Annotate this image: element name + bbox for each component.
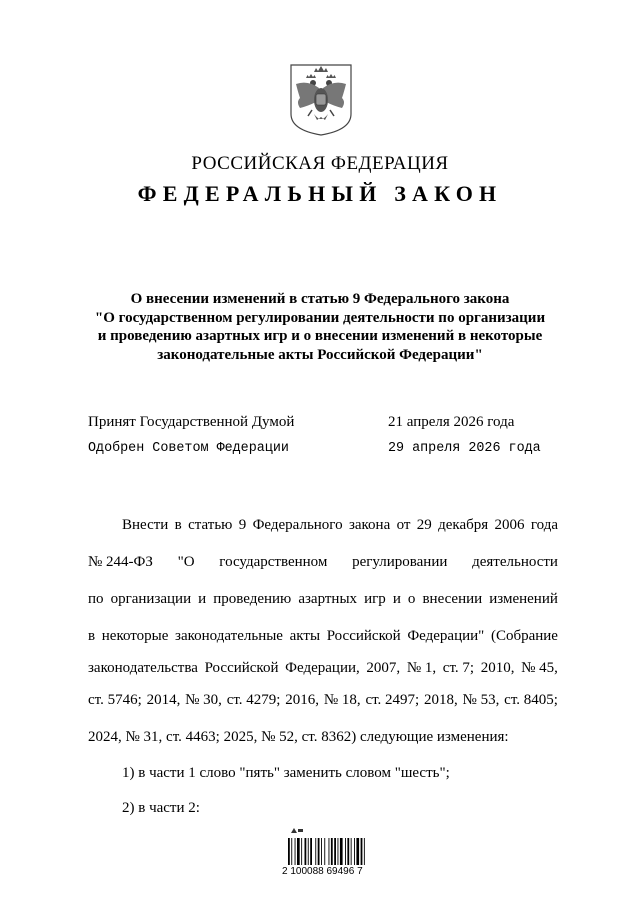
body-word: ст. 8405; — [504, 692, 558, 708]
body-line-7: 2024, № 31, ст. 4463; 2025, № 52, ст. 8362) следующие изменения: — [88, 729, 509, 745]
body-word: Федерации" — [407, 628, 485, 644]
law-title — [82, 290, 558, 364]
body-word: ст. 7; — [442, 660, 475, 676]
body-line-5 — [88, 660, 558, 677]
body-word: года — [530, 517, 558, 533]
body-word: Федерации, — [285, 660, 360, 676]
body-word: о — [407, 591, 416, 607]
body-word: "О — [177, 554, 195, 570]
body-line-2 — [88, 554, 558, 571]
body-word: 2016, — [285, 692, 320, 708]
amendment-item-2: 2) в части 2: — [122, 800, 200, 816]
body-word: № 45, — [521, 660, 558, 676]
body-word: № 244-ФЗ — [88, 554, 153, 570]
body-word: регулировании — [352, 554, 448, 570]
body-word: 2006 — [494, 517, 525, 533]
body-line-6 — [88, 692, 558, 709]
body-word: организации — [110, 591, 192, 607]
duma-adoption-date: 21 апреля 2026 года — [388, 414, 515, 430]
council-approval-label: Одобрен Советом Федерации — [88, 441, 289, 456]
body-word: игр — [364, 591, 386, 607]
country-heading: РОССИЙСКАЯ ФЕДЕРАЦИЯ — [191, 153, 449, 174]
body-word: ст. 5746; — [88, 692, 142, 708]
body-word: законодательства — [88, 660, 198, 676]
body-line-3 — [88, 591, 558, 608]
body-word: от — [396, 517, 411, 533]
body-word: статью — [188, 517, 233, 533]
body-word: государственном — [219, 554, 328, 570]
body-word: в — [88, 628, 96, 644]
barcode-number: 2 100088 69496 7 — [282, 866, 363, 877]
body-word: изменений — [489, 591, 558, 607]
council-approval-date: 29 апреля 2026 года — [388, 441, 541, 456]
body-word: в — [174, 517, 182, 533]
body-word: декабря — [438, 517, 489, 533]
body-word: азартных — [298, 591, 358, 607]
body-word: по — [88, 591, 104, 607]
body-word: проведению — [213, 591, 292, 607]
body-word: и — [198, 591, 207, 607]
body-word: законодательные — [175, 628, 283, 644]
body-word: закона — [348, 517, 391, 533]
body-word: ст. 4279; — [226, 692, 281, 708]
body-word: и — [392, 591, 401, 607]
body-word: № 30, — [185, 692, 222, 708]
law-title-line: "О государственном регулировании деятельности по организации — [94, 309, 546, 326]
body-line-4 — [88, 628, 558, 645]
duma-adoption-label: Принят Государственной Думой — [88, 414, 295, 430]
body-word: № 1, — [406, 660, 437, 676]
body-word: Российской — [204, 660, 279, 676]
russian-coat-of-arms-icon — [288, 62, 354, 137]
body-word: (Собрание — [490, 628, 558, 644]
amendment-item-1: 1) в части 1 слово "пять" заменить словом "шесть"; — [122, 765, 450, 781]
body-word: 2007, — [366, 660, 401, 676]
body-word: деятельности — [472, 554, 558, 570]
body-word: ст. 2497; — [365, 692, 420, 708]
body-line-1 — [122, 517, 558, 534]
body-word: акты — [289, 628, 321, 644]
body-word: 2018, — [424, 692, 458, 708]
body-word: некоторые — [101, 628, 169, 644]
body-word: № 53, — [462, 692, 500, 708]
document-type-heading: ФЕДЕРАЛЬНЫЙ ЗАКОН — [137, 181, 503, 206]
body-word: Федерального — [252, 517, 343, 533]
body-word: 29 — [416, 517, 432, 533]
law-title-line: и проведению азартных игр и о внесении изменений в некоторые — [97, 328, 543, 344]
law-title-line: О внесении изменений в статью 9 Федерального закона — [130, 291, 510, 307]
body-word: Российской — [326, 628, 401, 644]
body-word: 9 — [238, 517, 247, 533]
body-word: 2010, — [480, 660, 515, 676]
body-word: № 18, — [323, 692, 361, 708]
body-word: внесении — [422, 591, 483, 607]
body-word: Внести — [122, 517, 169, 533]
law-title-line: законодательные акты Российской Федерации" — [157, 346, 483, 363]
body-word: 2014, — [146, 692, 181, 708]
